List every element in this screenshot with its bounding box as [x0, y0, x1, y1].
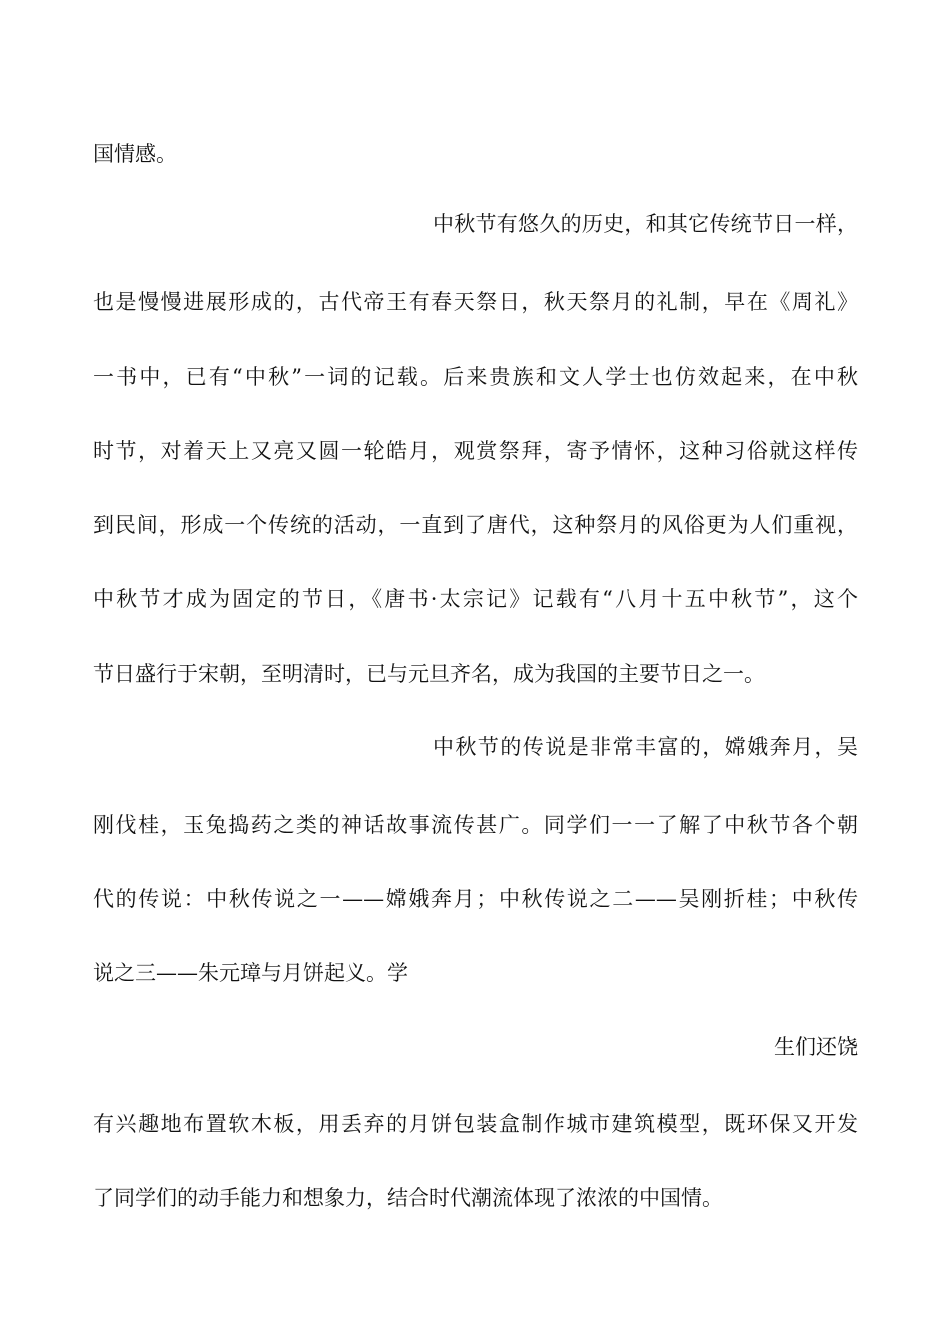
- text-line: 刚伐桂，玉兔捣药之类的神话故事流传甚广。同学们一一了解了中秋节各个朝: [93, 813, 858, 837]
- text-line: 节日盛行于宋朝，至明清时，已与元旦齐名，成为我国的主要节日之一。: [93, 662, 765, 686]
- text-line: 国情感。: [93, 142, 177, 166]
- text-line: 到民间，形成一个传统的活动，一直到了唐代，这种祭月的风俗更为人们重视，: [93, 513, 858, 537]
- text-line: 也是慢慢进展形成的，古代帝王有春天祭日，秋天祭月的礼制，早在《周礼》: [93, 290, 858, 314]
- text-line: 一书中，已有“中秋”一词的记载。后来贵族和文人学士也仿效起来，在中秋: [93, 365, 858, 389]
- text-line-right-aligned: 生们还饶: [774, 1035, 858, 1059]
- text-line: 代的传说：中秋传说之一——嫦娥奔月；中秋传说之二——吴刚折桂；中秋传: [93, 887, 858, 911]
- paragraph-start-line: 中秋节的传说是非常丰富的，嫦娥奔月，吴: [433, 735, 858, 759]
- paragraph-start-line: 中秋节有悠久的历史，和其它传统节日一样，: [433, 212, 858, 236]
- text-line: 说之三——朱元璋与月饼起义。学: [93, 961, 408, 985]
- text-line: 时节，对着天上又亮又圆一轮皓月，观赏祭拜，寄予情怀，这种习俗就这样传: [93, 439, 858, 463]
- text-line: 有兴趣地布置软木板，用丢弃的月饼包装盒制作城市建筑模型，既环保又开发: [93, 1112, 858, 1136]
- text-line: 了同学们的动手能力和想象力，结合时代潮流体现了浓浓的中国情。: [93, 1186, 723, 1210]
- text-line: 中秋节才成为固定的节日，《唐书·太宗记》记载有“八月十五中秋节”，这个: [93, 587, 858, 611]
